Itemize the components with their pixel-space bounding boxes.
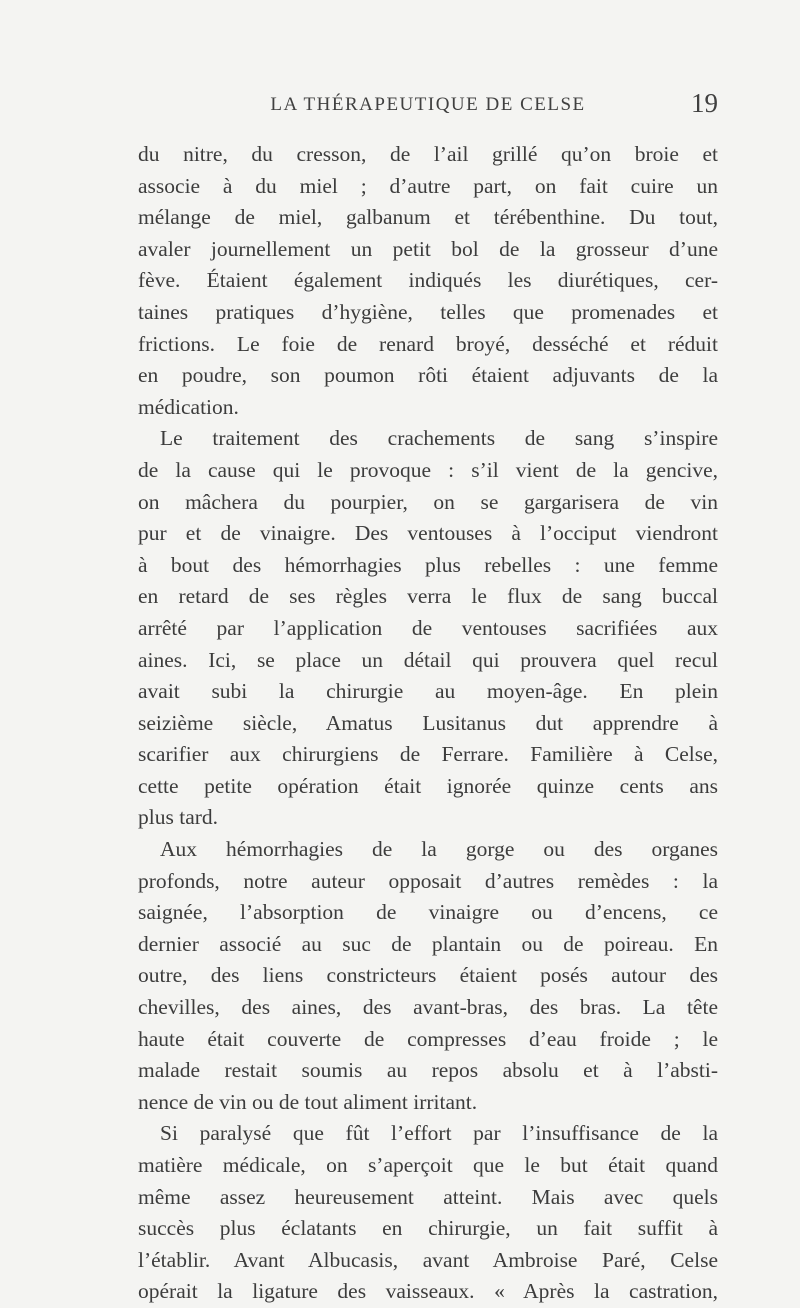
- text-line: associe à du miel ; d’autre part, on fait cuire un: [138, 173, 718, 198]
- text-line: Le traitement des crachements de sang s’inspire: [160, 426, 718, 451]
- text-line: opérait la ligature des vaisseaux. « Après la castration,: [138, 1279, 718, 1304]
- text-line: fève. Étaient également indiqués les diurétiques, cer-: [138, 268, 718, 293]
- text-line: chevilles, des aines, des avant-bras, des bras. La tête: [138, 995, 718, 1020]
- text-line: pur et de vinaigre. Des ventouses à l’occiput viendront: [138, 521, 718, 546]
- page-number: 19: [691, 88, 718, 118]
- running-title: LA THÉRAPEUTIQUE DE CELSE: [270, 94, 586, 115]
- text-line: Aux hémorrhagies de la gorge ou des organes: [160, 837, 718, 862]
- text-line: aines. Ici, se place un détail qui prouvera quel recul: [138, 647, 718, 672]
- text-line: seizième siècle, Amatus Lusitanus dut apprendre à: [138, 710, 718, 735]
- text-line: de la cause qui le provoque : s’il vient de la gencive,: [138, 457, 718, 482]
- text-line: même assez heureusement atteint. Mais avec quels: [138, 1184, 718, 1209]
- text-line: taines pratiques d’hygiène, telles que promenades et: [138, 299, 718, 324]
- text-line: dernier associé au suc de plantain ou de poireau. En: [138, 931, 718, 956]
- text-line: on mâchera du pourpier, on se gargarisera de vin: [138, 489, 718, 514]
- running-head: [138, 86, 718, 126]
- text-line: frictions. Le foie de renard broyé, desséché et réduit: [138, 331, 718, 356]
- text-line: en retard de ses règles verra le flux de sang buccal: [138, 584, 718, 609]
- text-line: plus tard.: [138, 805, 219, 830]
- text-line: outre, des liens constricteurs étaient posés autour des: [138, 963, 718, 988]
- text-line: saignée, l’absorption de vinaigre ou d’encens, ce: [138, 900, 718, 925]
- body-text: [138, 139, 718, 1308]
- text-line: l’établir. Avant Albucasis, avant Ambroise Paré, Celse: [138, 1247, 718, 1272]
- text-line: avait subi la chirurgie au moyen-âge. En plein: [138, 679, 718, 704]
- text-line: à bout des hémorrhagies plus rebelles : une femme: [138, 552, 718, 577]
- text-line: matière médicale, on s’aperçoit que le but était quand: [138, 1153, 718, 1177]
- text-line: succès plus éclatants en chirurgie, un fait suffit à: [138, 1216, 718, 1241]
- text-line: scarifier aux chirurgiens de Ferrare. Familière à Celse,: [138, 742, 718, 767]
- text-line: avaler journellement un petit bol de la grosseur d’une: [138, 236, 718, 261]
- text-line: en poudre, son poumon rôti étaient adjuvants de la: [138, 363, 718, 388]
- text-line: mélange de miel, galbanum et térébenthine. Du tout,: [138, 205, 718, 230]
- text-line: arrêté par l’application de ventouses sacrifiées aux: [138, 615, 718, 640]
- text-line: Si paralysé que fût l’effort par l’insuffisance de la: [160, 1121, 718, 1146]
- text-line: du nitre, du cresson, de l’ail grillé qu’on broie et: [138, 142, 718, 166]
- text-line: médication.: [138, 394, 239, 419]
- text-line: malade restait soumis au repos absolu et à l’absti-: [138, 1058, 718, 1083]
- text-line: cette petite opération était ignorée quinze cents ans: [138, 773, 718, 798]
- text-line: nence de vin ou de tout aliment irritant.: [138, 1089, 478, 1114]
- text-line: haute était couverte de compresses d’eau froide ; le: [138, 1026, 718, 1051]
- text-line: profonds, notre auteur opposait d’autres remèdes : la: [138, 868, 718, 893]
